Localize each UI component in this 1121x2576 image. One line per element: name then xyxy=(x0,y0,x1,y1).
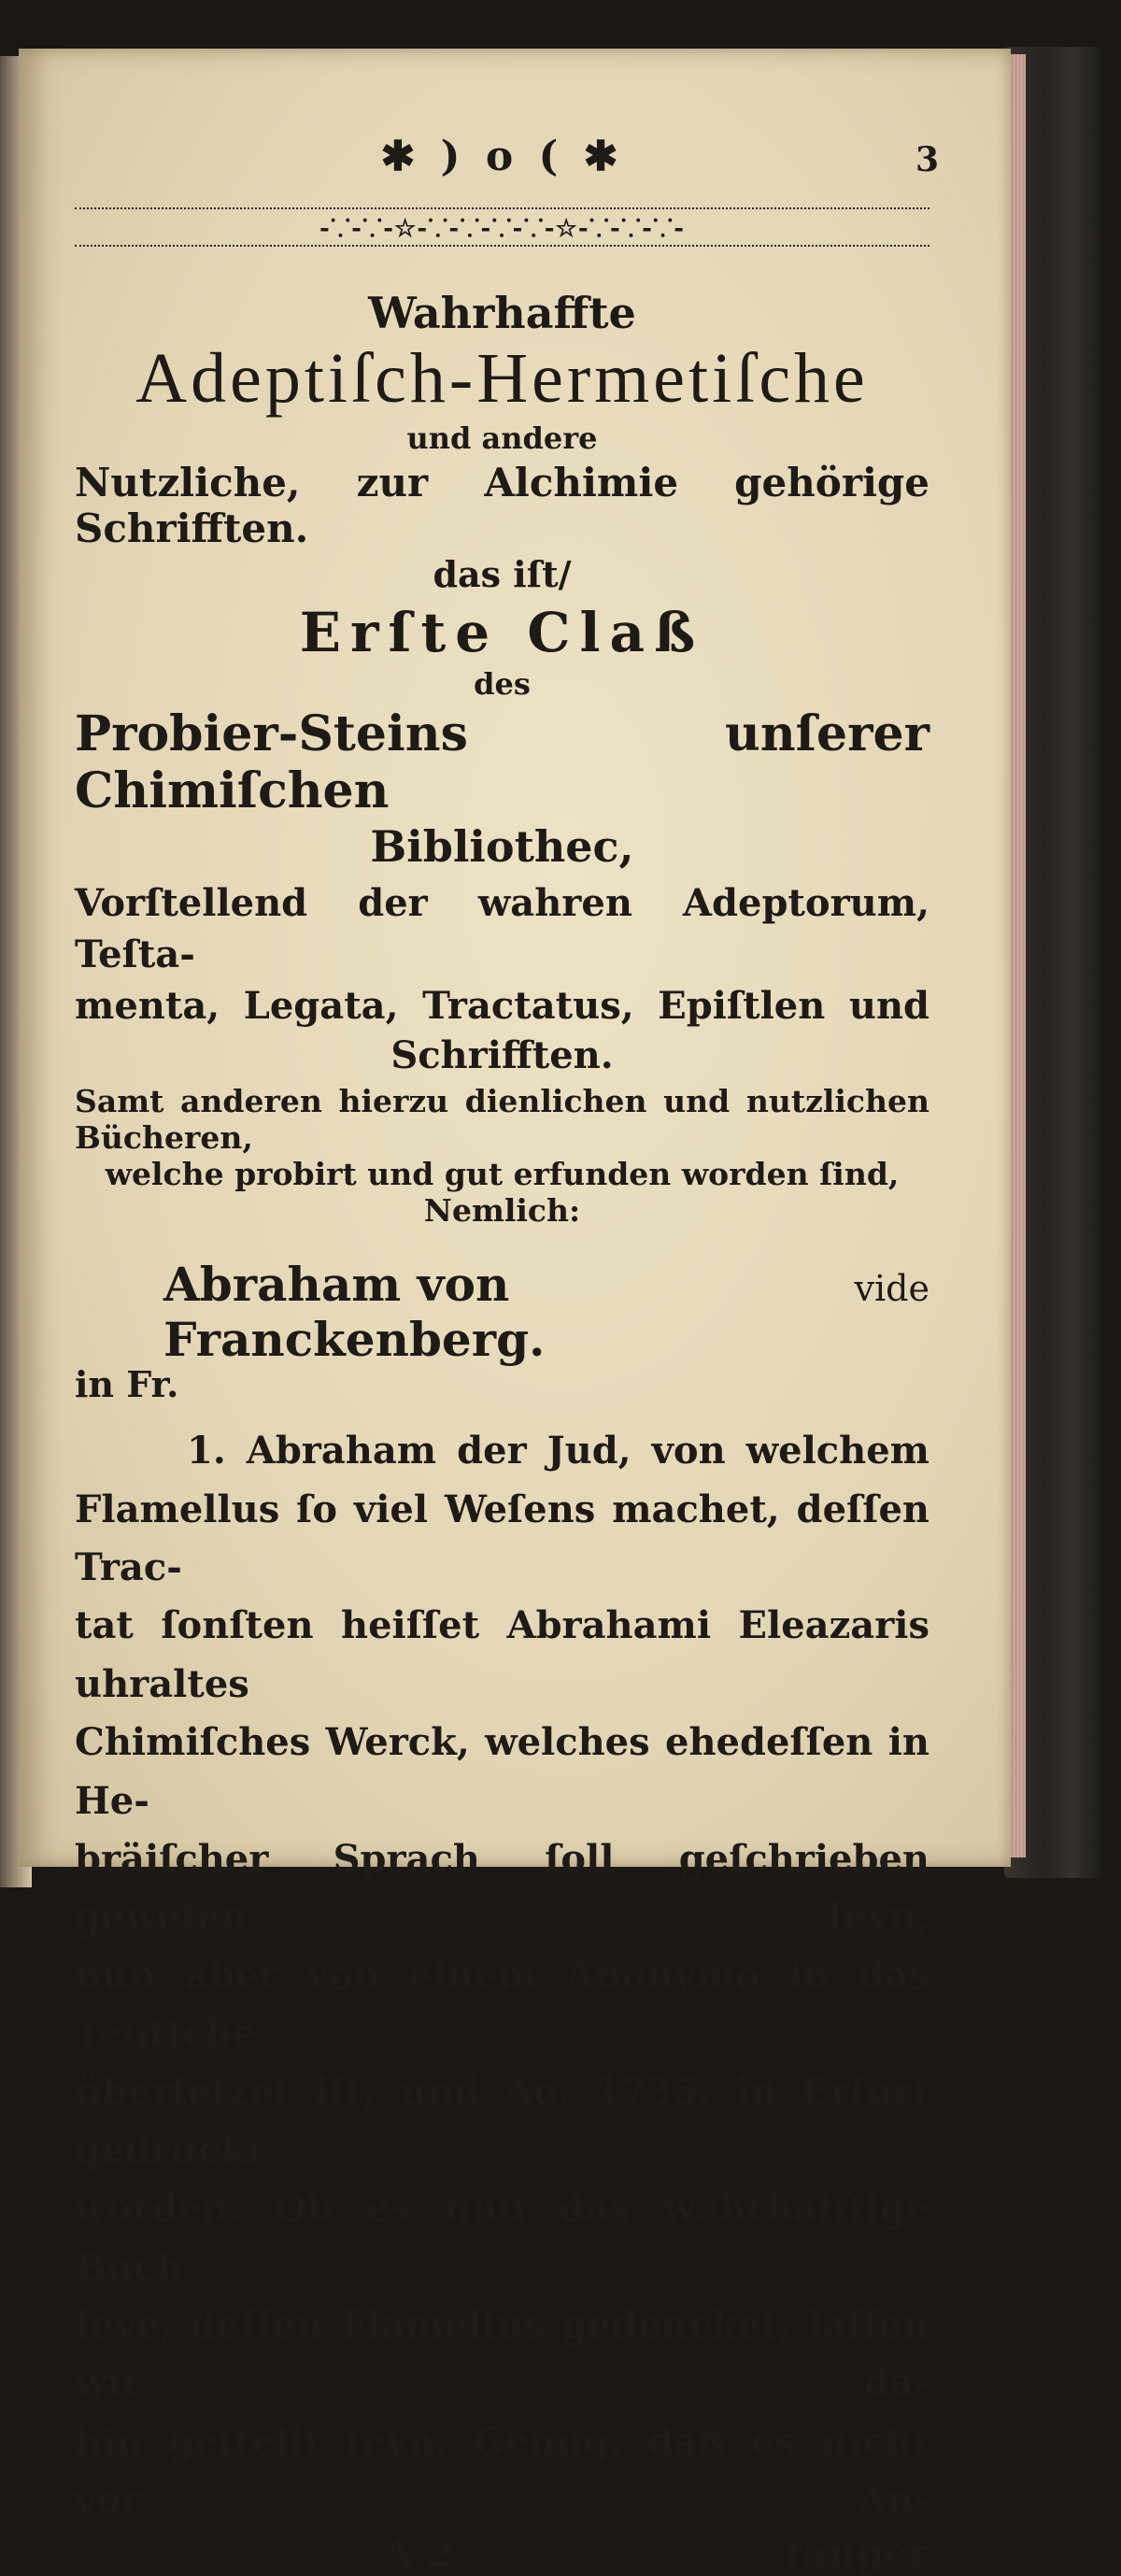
title-bibliothec: Bibliothec, xyxy=(370,820,634,872)
title-schrifften: Schrifften. xyxy=(390,1033,614,1078)
title-main: Adeptiſch-Hermetiſche xyxy=(135,339,869,418)
body-line: 1. Abraham der Jud, von welchem xyxy=(187,1429,929,1473)
title-nutzliche: Nutzliche, zur Alchimie gehörige Schrifften. xyxy=(75,459,929,551)
body-paragraph xyxy=(75,1422,929,2529)
catchword: fänger xyxy=(785,2529,929,2576)
page-footer xyxy=(75,2530,929,2576)
page-content xyxy=(75,133,939,2576)
title-nemlich: Nemlich: xyxy=(423,1192,581,1230)
entry-name: Abraham von Franckenberg. xyxy=(163,1257,546,1368)
title-menta: menta, Legata, Tractatus, Epiſtlen und xyxy=(75,983,929,1028)
title-und-andere: und andere xyxy=(406,420,598,456)
entry-vide: vide xyxy=(854,1268,929,1310)
title-erste-class: Erſte Claß xyxy=(299,600,705,664)
body-line: nun aber von einem Anonymo in das Teutſche xyxy=(75,1953,929,2057)
body-line: überſetzet iſt, und Ao. 1735. in Erfurt gedruckt xyxy=(75,2070,929,2172)
signature-mark: A 2 xyxy=(383,2529,455,2576)
body-line: ſeye, deſſen Flamellus gedencket, laſſen wir da- xyxy=(75,2303,929,2406)
book-page xyxy=(19,49,1011,2576)
head-ornament: ✱ ) o ( ✱ xyxy=(380,133,624,180)
body-line: Chimiſches Werck, welches ehedeſſen in He- xyxy=(75,1720,929,1823)
title-das-ist: das iſt/ xyxy=(433,552,572,595)
border-ornament: -⸪-⸪-☆-⸪-⸪-⸪-⸪-☆-⸪-⸪-⸪- xyxy=(319,215,685,243)
ornamental-border xyxy=(75,207,929,247)
title-des: des xyxy=(474,665,531,702)
body-line: tat ſonſten heiſſet Abrahami Eleazaris uhraltes xyxy=(75,1603,929,1706)
entry-heading xyxy=(75,1257,929,1367)
title-welche: welche probirt und gut erfunden worden ſind, xyxy=(105,1156,900,1193)
running-head xyxy=(75,133,939,189)
title-samt: Samt anderen hierzu dienlichen und nutzlichen Bücheren, xyxy=(75,1083,929,1157)
title-probier-steins: Probier-Steins unſerer Chimiſchen xyxy=(75,704,929,819)
title-line-wahrhaffte: Wahrhaffte xyxy=(368,288,636,338)
body-line: worden. Ob es nun das wahrhafftige Buch xyxy=(75,2186,929,2289)
body-line: hin geſtellt ſeyn. Genug, daß es nicht vor An- xyxy=(75,2419,929,2523)
page-number: 3 xyxy=(915,140,939,179)
title-vorstellend: Vorſtellend der wahren Adeptorum, Teſta- xyxy=(75,880,929,976)
body-line: Flamellus ſo viel Weſens machet, deſſen Trac- xyxy=(75,1487,929,1589)
body-line: bräiſcher Sprach ſoll geſchrieben geweſen ſeyn, xyxy=(75,1836,929,1940)
entry-ref: in Fr. xyxy=(75,1363,179,1406)
